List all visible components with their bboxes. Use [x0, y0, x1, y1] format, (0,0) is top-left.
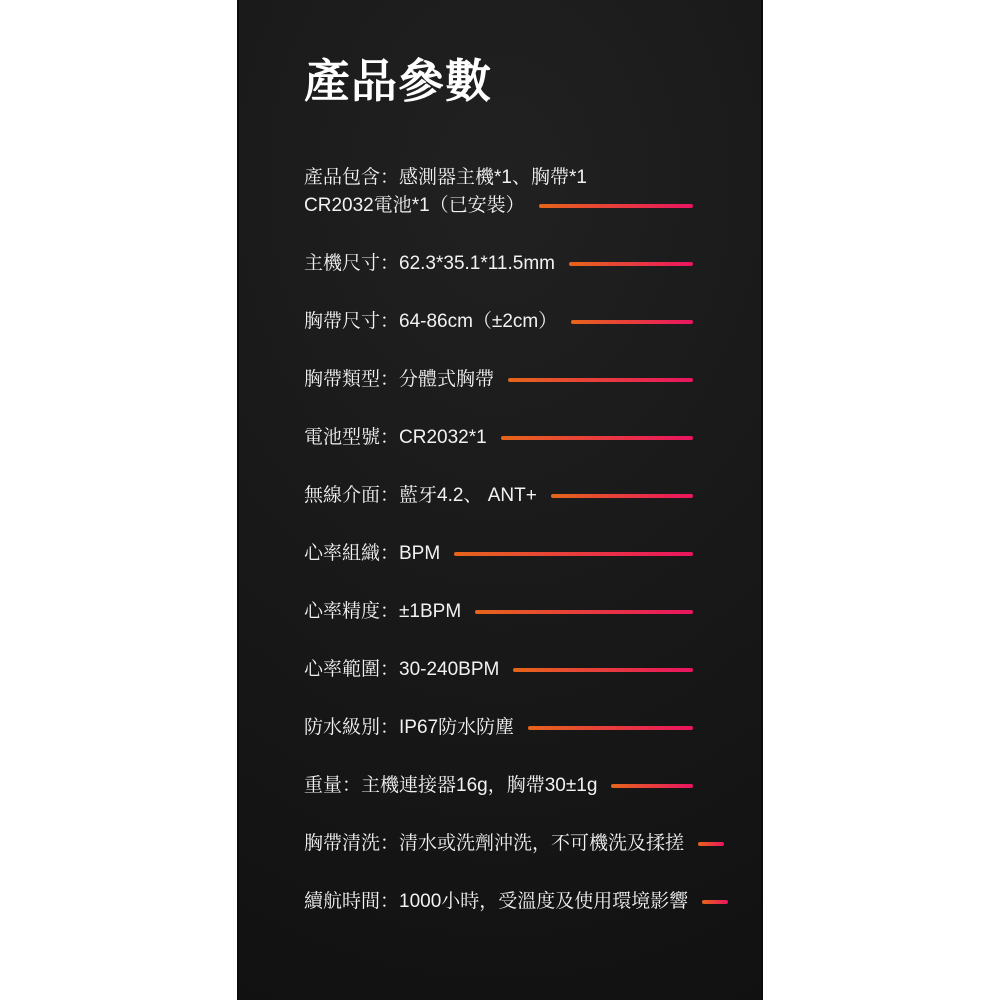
- accent-gradient-line: [539, 204, 693, 208]
- spec-text-line1: [304, 164, 693, 192]
- spec-label-value: 續航時間：1000小時，受溫度及使用環境影響: [304, 891, 689, 912]
- accent-gradient-line: [611, 784, 693, 788]
- accent-gradient-line: [569, 262, 693, 266]
- accent-gradient-line: [571, 320, 693, 324]
- spec-text-line: [304, 366, 693, 394]
- spec-row: [304, 308, 693, 336]
- accent-gradient-line: [513, 668, 693, 672]
- accent-gradient-line: [454, 552, 693, 556]
- accent-gradient-line: [508, 378, 693, 382]
- spec-label-value: 心率範圍：30-240BPM: [304, 659, 500, 680]
- spec-label-value: 心率組織：BPM: [304, 543, 441, 564]
- spec-row: [304, 482, 693, 510]
- spec-text-line: [304, 714, 693, 742]
- spec-row: [304, 772, 693, 800]
- spec-row: [304, 366, 693, 394]
- spec-label-value: 重量：主機連接器16g，胸帶30±1g: [304, 775, 598, 796]
- spec-list: [304, 164, 693, 916]
- spec-label-value: 主機尺寸：62.3*35.1*11.5mm: [304, 253, 555, 274]
- spec-text-line: [304, 250, 693, 278]
- spec-row: [304, 714, 693, 742]
- spec-row: [304, 888, 693, 916]
- spec-label-value: 心率精度：±1BPM: [304, 601, 462, 622]
- spec-label-value: 產品包含：感測器主機*1、胸帶*1: [304, 167, 587, 188]
- spec-label-value: 胸帶類型：分體式胸帶: [304, 369, 495, 390]
- page-title: 產品參數: [304, 55, 492, 107]
- accent-gradient-line: [501, 436, 693, 440]
- spec-label-value: 防水級別：IP67防水防塵: [304, 717, 515, 738]
- spec-row: [304, 164, 693, 220]
- spec-label-value: 胸帶清洗：清水或洗劑沖洗，不可機洗及揉搓: [304, 833, 685, 854]
- product-spec-panel: [237, 0, 763, 1000]
- spec-text-line: [304, 888, 693, 916]
- spec-text-line: [304, 830, 693, 858]
- accent-gradient-line: [702, 900, 728, 904]
- spec-label-value: 電池型號：CR2032*1: [304, 427, 487, 448]
- spec-row: [304, 830, 693, 858]
- spec-text-line: [304, 424, 693, 452]
- spec-row: [304, 424, 693, 452]
- spec-row: [304, 656, 693, 684]
- spec-value-continued: CR2032電池*1（已安裝）: [304, 195, 525, 216]
- spec-label-value: 胸帶尺寸：64-86cm（±2cm）: [304, 311, 558, 332]
- spec-text-line: [304, 540, 693, 568]
- spec-row: [304, 540, 693, 568]
- accent-gradient-line: [528, 726, 693, 730]
- spec-text-line: [304, 772, 693, 800]
- spec-text-line: [304, 482, 693, 510]
- spec-text-line2: [304, 192, 693, 220]
- accent-gradient-line: [551, 494, 693, 498]
- spec-text-line: [304, 656, 693, 684]
- spec-label-value: 無線介面：藍牙4.2、 ANT+: [304, 485, 537, 506]
- spec-text-line: [304, 598, 693, 626]
- spec-row: [304, 598, 693, 626]
- accent-gradient-line: [475, 610, 693, 614]
- spec-row: [304, 250, 693, 278]
- spec-text-line: [304, 308, 693, 336]
- accent-gradient-line: [698, 842, 724, 846]
